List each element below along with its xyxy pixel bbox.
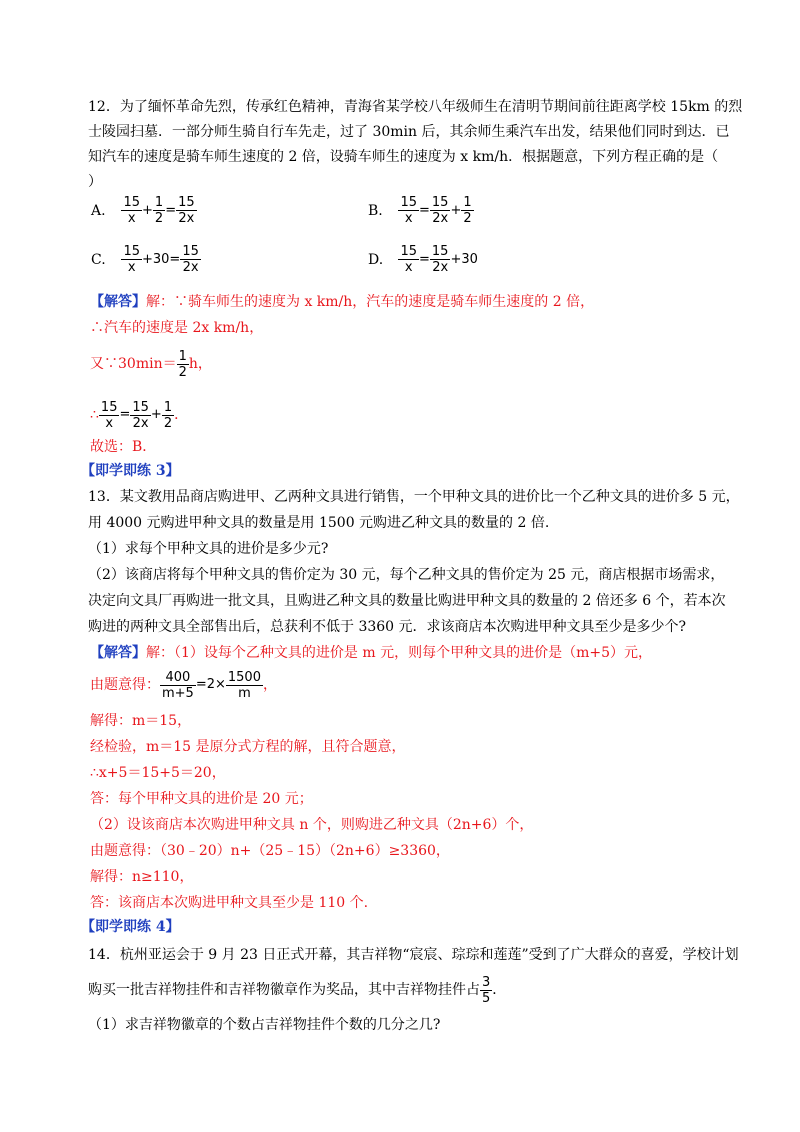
q13-text-line-5: 决定向文具厂再购进一批文具，且购进乙种文具的数量比购进甲种文具的数量的 2 倍还多 6 个，若本次 xyxy=(88,593,726,609)
three-fifths-fraction: $\frac{3}{5}$ xyxy=(482,974,491,1006)
q13-solution-line-7: （2）设该商店本次购进甲种文具 n 个，则购进乙种文具（2n+6）个， xyxy=(90,817,534,833)
q12-text-line-1: 12．为了缅怀革命先烈，传承红色精神，青海省某学校八年级师生在清明节期间前往距离学校 15km 的烈 xyxy=(88,99,743,115)
solution-fraction-1: $\frac{15}{x}$ xyxy=(100,399,118,431)
half-fraction: $\frac{1}{2}$ xyxy=(178,348,187,380)
q12-text-line-2: 士陵园扫墓．一部分师生骑自行车先走，过了 30min 后，其余师生乘汽车出发，结果他们同时到达．已 xyxy=(88,124,730,140)
q14-text-line-1: 14．杭州亚运会于 9 月 23 日正式开幕，其吉祥物“宸宸、琮琮和莲莲”受到了广大群众的喜爱，学校计划 xyxy=(88,947,739,963)
q13-solution-line-3: 解得：m＝15， xyxy=(90,713,192,729)
q14-text-line-3: （1）求吉祥物徽章的个数占吉祥物挂件个数的几分之几? xyxy=(88,1017,441,1033)
solution-fraction-2: $\frac{15}{2x}$ xyxy=(132,399,149,431)
solution-fraction-3: $\frac{1}{2}$ xyxy=(163,399,173,431)
q13-text-line-1: 13．某文教用品商店购进甲、乙两种文具进行销售，一个甲种文具的进价比一个乙种文具的进价多 5 元， xyxy=(88,489,740,505)
option-c-fraction-2: $\frac{15}{2x}$ xyxy=(182,244,199,275)
solution-tag: 【解答】 xyxy=(90,645,146,661)
q13-solution-line-9: 解得：n≥110， xyxy=(90,869,194,885)
q13-solution-line-10: 答：该商店本次购进甲种文具至少是 110 个. xyxy=(90,895,369,911)
q13-solution-line-1: 【解答】解：（1）设每个乙种文具的进价是 m 元，则每个甲种文具的进价是（m+5）元， xyxy=(90,645,652,661)
q12-solution-line-2: ∴汽车的速度是 2x km/h， xyxy=(90,320,264,336)
solution-tag: 【解答】 xyxy=(90,294,146,310)
option-a-fraction-2: $\frac{1}{2}$ xyxy=(154,195,164,226)
option-a-label: A. xyxy=(91,202,106,219)
q14-text-line-2: 购买一批吉祥物挂件和吉祥物徽章作为奖品，其中吉祥物挂件占 $\frac{3}{5}$ ． xyxy=(88,974,507,1006)
option-d-fraction-1: $\frac{15}{x}$ xyxy=(400,244,417,275)
option-d-label: D. xyxy=(368,251,384,268)
option-b-fraction-2: $\frac{15}{2x}$ xyxy=(431,195,449,226)
q13-solution-line-5: ∴x+5＝15+5＝20， xyxy=(90,765,226,781)
option-a-fraction-3: $\frac{15}{2x}$ xyxy=(178,195,195,226)
q13-solution-line-4: 经检验，m＝15 是原分式方程的解，且符合题意， xyxy=(90,739,406,755)
equation-fraction-2: $\frac{1500}{m}$ xyxy=(227,669,261,701)
q12-solution-line-3: 又∵30min＝ $\frac{1}{2}$ h， xyxy=(90,348,212,380)
option-c-fraction-1: $\frac{15}{x}$ xyxy=(123,244,140,275)
option-d: D. $\frac{15}{x}$ = $\frac{15}{2x}$ +30 xyxy=(368,244,478,275)
option-c-label: C. xyxy=(91,251,106,268)
q12-text-line-4: ） xyxy=(88,174,102,190)
section-heading-3: 【即学即练 3】 xyxy=(81,463,180,479)
q13-solution-line-2: 由题意得： $\frac{400}{m+5}$ =2× $\frac{1500}{m}$ ， xyxy=(90,669,277,701)
equation-fraction-1: $\frac{400}{m+5}$ xyxy=(162,669,194,701)
option-c: C. $\frac{15}{x}$ +30= $\frac{15}{2x}$ xyxy=(91,244,199,275)
q13-solution-line-6: 答：每个甲种文具的进价是 20 元； xyxy=(90,791,313,807)
option-a: A. $\frac{15}{x}$ + $\frac{1}{2}$ = $\frac{15}{2x}$ xyxy=(91,195,195,226)
q12-solution-line-4: ∴ $\frac{15}{x}$ = $\frac{15}{2x}$ + $\frac{1}{2}$ ． xyxy=(90,399,189,431)
option-a-fraction-1: $\frac{15}{x}$ xyxy=(123,195,140,226)
q13-text-line-6: 购进的两种文具全部售出后，总获利不低于 3360 元．求该商店本次购进甲种文具至少是多少个? xyxy=(88,619,687,635)
q13-text-line-2: 用 4000 元购进甲种文具的数量是用 1500 元购进乙种文具的数量的 2 倍. xyxy=(88,515,550,531)
option-b-fraction-3: $\frac{1}{2}$ xyxy=(463,195,472,226)
option-b: B. $\frac{15}{x}$ = $\frac{15}{2x}$ + $\frac{1}{2}$ xyxy=(368,195,472,226)
q12-text-line-3: 知汽车的速度是骑车师生速度的 2 倍，设骑车师生的速度为 x km/h．根据题意，下列方程正确的是（ xyxy=(88,149,719,165)
q12-solution-line-1: 【解答】解：∵骑车师生的速度为 x km/h，汽车的速度是骑车师生速度的 2 倍， xyxy=(90,294,595,310)
q13-solution-line-8: 由题意得：（30﹣20）n+（25﹣15）（2n+6）≥3360， xyxy=(90,843,450,859)
q12-solution-line-5: 故选：B． xyxy=(90,439,157,455)
q13-text-line-4: （2）该商店将每个甲种文具的售价定为 30 元，每个乙种文具的售价定为 25 元，商店根据市场需求， xyxy=(88,567,725,583)
option-b-label: B. xyxy=(368,202,383,219)
section-heading-4: 【即学即练 4】 xyxy=(81,919,180,935)
option-d-fraction-2: $\frac{15}{2x}$ xyxy=(431,244,449,275)
q13-text-line-3: （1）求每个甲种文具的进价是多少元? xyxy=(88,541,329,557)
option-b-fraction-1: $\frac{15}{x}$ xyxy=(400,195,417,226)
